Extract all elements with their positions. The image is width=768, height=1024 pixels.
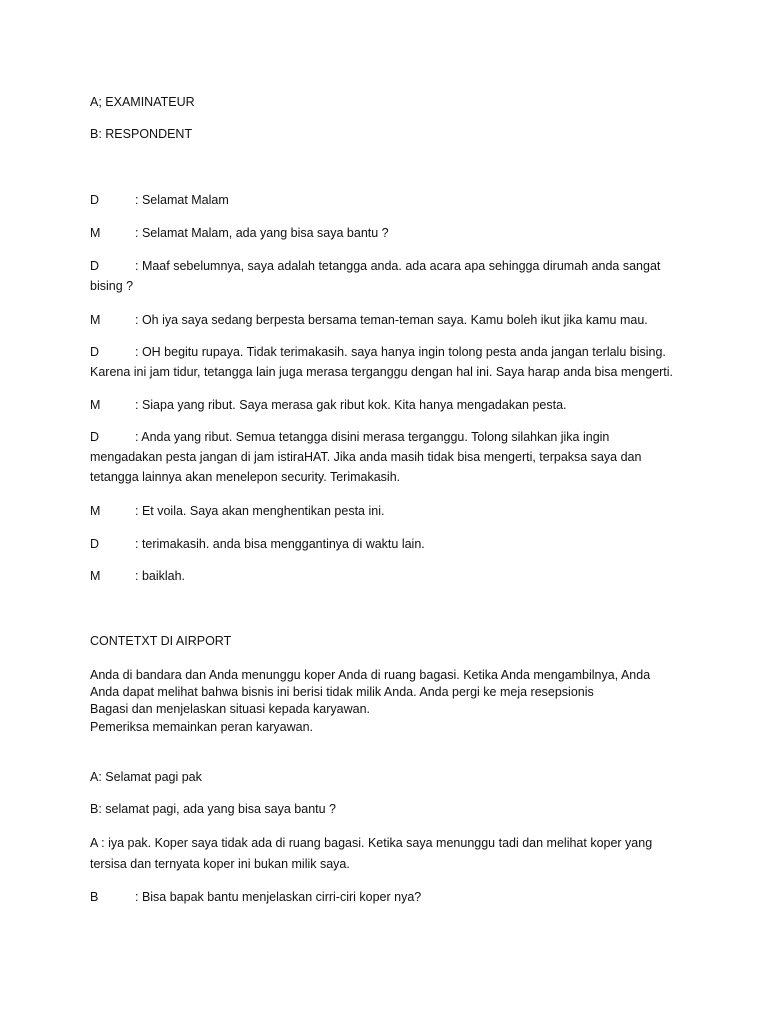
dialogue-line (90, 429, 609, 445)
dialogue-text: : Selamat Malam (135, 193, 229, 207)
speaker-label: D (90, 537, 100, 551)
dialogue-text: : Selamat Malam, ada yang bisa saya bantu ? (135, 226, 389, 240)
paragraph-line: Anda di bandara dan Anda menunggu koper Anda di ruang bagasi. Ketika Anda mengambilnya, Anda (90, 668, 651, 682)
dialogue-continuation: tersisa dan ternyata koper ini bukan milik saya. (90, 857, 350, 871)
speaker-label: B (90, 890, 99, 904)
paragraph-line: Bagasi dan menjelaskan situasi kepada karyawan. (90, 702, 371, 716)
header-respondent: B: RESPONDENT (90, 127, 193, 141)
dialogue-line (90, 258, 660, 274)
dialogue-line (90, 344, 666, 360)
speaker-label: D (90, 345, 100, 359)
dialogue-line (90, 225, 389, 241)
dialogue-text: : Et voila. Saya akan menghentikan pesta ini. (135, 504, 385, 518)
dialogue-line: B: selamat pagi, ada yang bisa saya bantu ? (90, 802, 336, 816)
speaker-label: D (90, 430, 100, 444)
dialogue-text: : Bisa bapak bantu menjelaskan cirri-ciri koper nya? (135, 890, 422, 904)
paragraph-line: Pemeriksa memainkan peran karyawan. (90, 720, 314, 734)
dialogue-continuation: tetangga lainnya akan menelepon security. Terimakasih. (90, 470, 401, 484)
dialogue-text: : baiklah. (135, 569, 186, 583)
dialogue-line (90, 397, 567, 413)
dialogue-continuation: Karena ini jam tidur, tetangga lain juga merasa terganggu dengan hal ini. Saya harap anda bisa mengerti. (90, 365, 674, 379)
dialogue-text: : Oh iya saya sedang berpesta bersama teman-teman saya. Kamu boleh ikut jika kamu mau. (135, 313, 648, 327)
speaker-label: M (90, 398, 101, 412)
dialogue-text: : Maaf sebelumnya, saya adalah tetangga anda. ada acara apa sehingga dirumah anda sangat (135, 259, 661, 273)
dialogue-line (90, 536, 425, 552)
speaker-label: M (90, 569, 101, 583)
speaker-label: M (90, 504, 101, 518)
dialogue-line: A: Selamat pagi pak (90, 770, 202, 784)
header-examinateur: A; EXAMINATEUR (90, 95, 195, 109)
dialogue-text: : Siapa yang ribut. Saya merasa gak ribut kok. Kita hanya mengadakan pesta. (135, 398, 567, 412)
dialogue-continuation: bising ? (90, 279, 134, 293)
dialogue-line (90, 503, 384, 519)
section-title: CONTETXT DI AIRPORT (90, 634, 232, 648)
speaker-label: M (90, 313, 101, 327)
speaker-label: D (90, 259, 100, 273)
dialogue-text: : OH begitu rupaya. Tidak terimakasih. saya hanya ingin tolong pesta anda jangan terlalu bising. (135, 345, 666, 359)
dialogue-line (90, 568, 185, 584)
dialogue-continuation: mengadakan pesta jangan di jam istiraHAT. Jika anda masih tidak bisa mengerti, terpaksa saya dan (90, 450, 642, 464)
speaker-label: D (90, 193, 100, 207)
dialogue-line (90, 192, 229, 208)
dialogue-line (90, 889, 421, 905)
speaker-label: M (90, 226, 101, 240)
paragraph-line: Anda dapat melihat bahwa bisnis ini berisi tidak milik Anda. Anda pergi ke meja resepsionis (90, 685, 594, 699)
dialogue-text: : Anda yang ribut. Semua tetangga disini merasa terganggu. Tolong silahkan jika ingin (135, 430, 610, 444)
dialogue-line (90, 312, 648, 328)
dialogue-text: : terimakasih. anda bisa menggantinya di waktu lain. (135, 537, 425, 551)
dialogue-line: A : iya pak. Koper saya tidak ada di ruang bagasi. Ketika saya menunggu tadi dan melihat koper yang (90, 836, 653, 850)
